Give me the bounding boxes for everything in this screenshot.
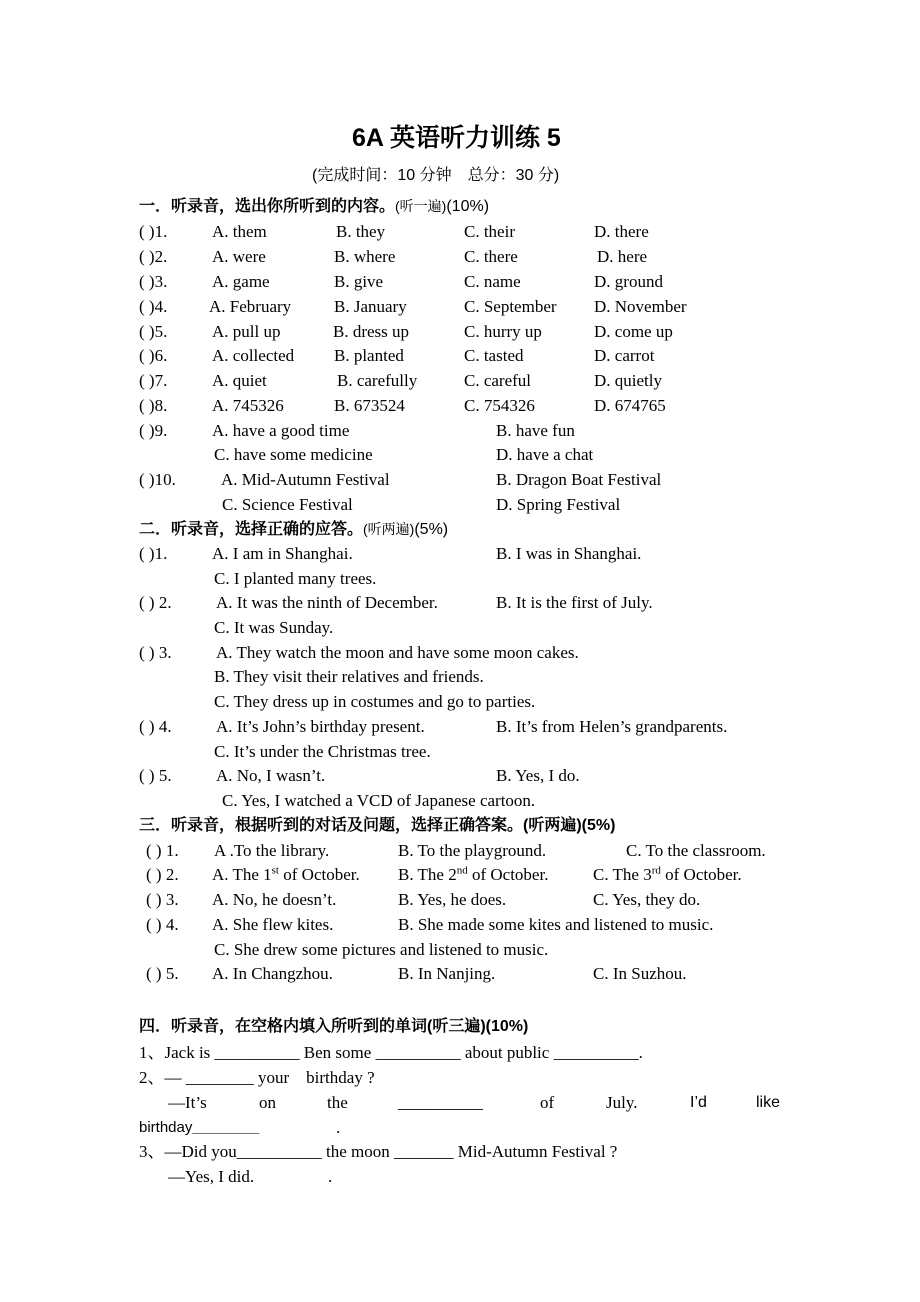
s3-num: ( ) 2.	[146, 865, 179, 884]
s3-opt-c: C. She drew some pictures and listened to music.	[214, 940, 549, 959]
fill-question-2-end: .	[336, 1118, 341, 1137]
s1-opt-a: A. pull up	[212, 322, 281, 341]
section-4-heading: 四．听录音，在空格内填入所听到的单词(听三遍)(10%)	[139, 1018, 529, 1035]
s1-opt-d: D. carrot	[594, 346, 655, 365]
s2-opt-b: B. Yes, I do.	[496, 766, 580, 785]
s1-num: ( )4.	[139, 297, 168, 316]
s2-opt-c: C. They dress up in costumes and go to parties.	[214, 692, 536, 711]
s2-opt-b: B. They visit their relatives and friends.	[214, 667, 484, 686]
s1-opt-d: D. here	[597, 247, 648, 266]
s2-num: ( ) 3.	[139, 643, 172, 662]
s3-opt-b: B. In Nanjing.	[398, 964, 496, 983]
section-2-heading: 二．听录音，选择正确的应答。	[139, 521, 364, 538]
s3-num: ( ) 3.	[146, 890, 179, 909]
fill-question-2-line-1: 2、— ________ your birthday ?	[139, 1068, 375, 1087]
s1-opt-c: C. tasted	[464, 346, 524, 365]
s1-opt-b: B. carefully	[337, 371, 418, 390]
s1-opt-a: A. collected	[212, 346, 295, 365]
s1-opt-b: B. have fun	[496, 421, 575, 440]
s2-opt-a: A. I am in Shanghai.	[212, 544, 353, 563]
q2-word: of	[540, 1093, 555, 1112]
s3-num: ( ) 5.	[146, 964, 179, 983]
section-2-heading-row	[139, 519, 448, 540]
s1-num: ( )2.	[139, 247, 168, 266]
q2-blank: __________	[398, 1093, 483, 1112]
s3-num: ( ) 4.	[146, 915, 179, 934]
s1-opt-d: D. ground	[594, 272, 663, 291]
s1-opt-b: B. where	[334, 247, 396, 266]
s2-opt-b: B. It’s from Helen’s grandparents.	[496, 717, 728, 736]
s1-num: ( )10.	[139, 470, 176, 489]
s3-opt-a: A. The 1st of October.	[212, 864, 360, 884]
s3-opt-c: C. In Suzhou.	[593, 964, 687, 983]
s1-opt-d: D. Spring Festival	[496, 495, 621, 514]
s2-num: ( )1.	[139, 544, 168, 563]
s1-opt-b: B. 673524	[334, 396, 405, 415]
section-1-score: (10%)	[446, 198, 490, 215]
s1-opt-a: A. quiet	[212, 371, 267, 390]
s2-opt-a: A. No, I wasn’t.	[216, 766, 326, 785]
s1-num: ( )7.	[139, 371, 168, 390]
s3-opt-a: A .To the library.	[214, 841, 330, 860]
s1-opt-b: B. January	[334, 297, 407, 316]
s2-opt-b: B. It is the first of July.	[496, 593, 653, 612]
s1-opt-d: D. there	[594, 222, 649, 241]
section-2-score: (5%)	[414, 521, 449, 538]
s1-opt-a: A. Mid-Autumn Festival	[221, 470, 390, 489]
section-3-heading: 三．听录音，根据听到的对话及问题，选择正确答案。(听两遍)(5%)	[139, 817, 616, 834]
s1-opt-d: D. 674765	[594, 396, 666, 415]
page-subtitle: (完成时间：10 分钟 总分：30 分)	[312, 167, 560, 184]
s3-opt-c: C. To the classroom.	[626, 841, 766, 860]
s1-opt-c: C. there	[464, 247, 518, 266]
s1-opt-c: C. careful	[464, 371, 532, 390]
s1-opt-a: A. February	[209, 297, 292, 316]
s1-opt-c: C. have some medicine	[214, 445, 373, 464]
fill-question-3-end: .	[328, 1167, 333, 1186]
s1-opt-c: C. hurry up	[464, 322, 542, 341]
s1-opt-a: A. game	[212, 272, 270, 291]
s2-opt-c: C. It’s under the Christmas tree.	[214, 742, 431, 761]
q2-word: like	[756, 1094, 781, 1111]
page-title: 6A 英语听力训练 5	[352, 124, 561, 152]
section-2-note: (听两遍)	[363, 521, 415, 537]
s2-num: ( ) 4.	[139, 717, 172, 736]
s1-opt-c: C. Science Festival	[222, 495, 353, 514]
section-1-heading: 一．听录音，选出你所听到的内容。	[139, 198, 396, 215]
s2-opt-c: C. It was Sunday.	[214, 618, 334, 637]
fill-question-3-line-2: —Yes, I did.	[168, 1167, 255, 1186]
q2-word: the	[327, 1093, 348, 1112]
s2-opt-a: A. It’s John’s birthday present.	[216, 717, 425, 736]
s3-opt-b: B. The 2nd of October.	[398, 864, 549, 884]
s2-opt-b: B. I was in Shanghai.	[496, 544, 642, 563]
s1-opt-c: C. name	[464, 272, 521, 291]
section-1-note: (听一遍)	[395, 198, 447, 214]
s1-num: ( )3.	[139, 272, 168, 291]
s1-opt-c: C. 754326	[464, 396, 535, 415]
q2-word: I’d	[690, 1094, 707, 1111]
s2-opt-c: C. Yes, I watched a VCD of Japanese cartoon.	[222, 791, 536, 810]
s1-opt-c: C. September	[464, 297, 557, 316]
s1-opt-d: D. November	[594, 297, 687, 316]
s1-opt-a: A. have a good time	[212, 421, 350, 440]
s1-num: ( )6.	[139, 346, 168, 365]
s2-opt-a: A. It was the ninth of December.	[216, 593, 438, 612]
s1-num: ( )1.	[139, 222, 168, 241]
q2-word: —It’s	[168, 1093, 207, 1112]
q2-word: July.	[606, 1093, 638, 1112]
s3-opt-a: A. No, he doesn’t.	[212, 890, 337, 909]
s1-opt-b: B. give	[334, 272, 384, 291]
s1-opt-a: A. were	[212, 247, 266, 266]
s3-opt-c: C. The 3rd of October.	[593, 864, 742, 884]
s1-opt-b: B. dress up	[333, 322, 410, 341]
q2-word: on	[259, 1093, 276, 1112]
section-1-heading-row	[139, 196, 489, 217]
fill-question-1: 1、Jack is __________ Ben some __________ about public __________.	[139, 1043, 643, 1062]
s1-opt-a: A. 745326	[212, 396, 284, 415]
s1-opt-d: D. quietly	[594, 371, 662, 390]
s1-opt-b: B. planted	[334, 346, 404, 365]
s1-opt-a: A. them	[212, 222, 267, 241]
s3-opt-a: A. She flew kites.	[212, 915, 334, 934]
s2-opt-c: C. I planted many trees.	[214, 569, 377, 588]
fill-question-3-line-1: 3、—Did you__________ the moon _______ Mid-Autumn Festival ?	[139, 1142, 618, 1161]
s3-num: ( ) 1.	[146, 841, 179, 860]
s2-num: ( ) 5.	[139, 766, 172, 785]
s1-num: ( )9.	[139, 421, 168, 440]
s3-opt-a: A. In Changzhou.	[212, 964, 333, 983]
s2-num: ( ) 2.	[139, 593, 172, 612]
s3-opt-b: B. Yes, he does.	[398, 890, 507, 909]
s1-opt-b: B. Dragon Boat Festival	[496, 470, 662, 489]
s2-opt-a: A. They watch the moon and have some moon cakes.	[216, 643, 579, 662]
s3-opt-b: B. She made some kites and listened to music.	[398, 915, 714, 934]
s1-opt-d: D. come up	[594, 322, 673, 341]
s3-opt-b: B. To the playground.	[398, 841, 547, 860]
fill-question-2-line-3: birthday________	[139, 1119, 260, 1136]
s1-opt-b: B. they	[336, 222, 386, 241]
s1-opt-d: D. have a chat	[496, 445, 594, 464]
s3-opt-c: C. Yes, they do.	[593, 890, 701, 909]
s1-num: ( )5.	[139, 322, 168, 341]
s1-opt-c: C. their	[464, 222, 515, 241]
s1-num: ( )8.	[139, 396, 168, 415]
